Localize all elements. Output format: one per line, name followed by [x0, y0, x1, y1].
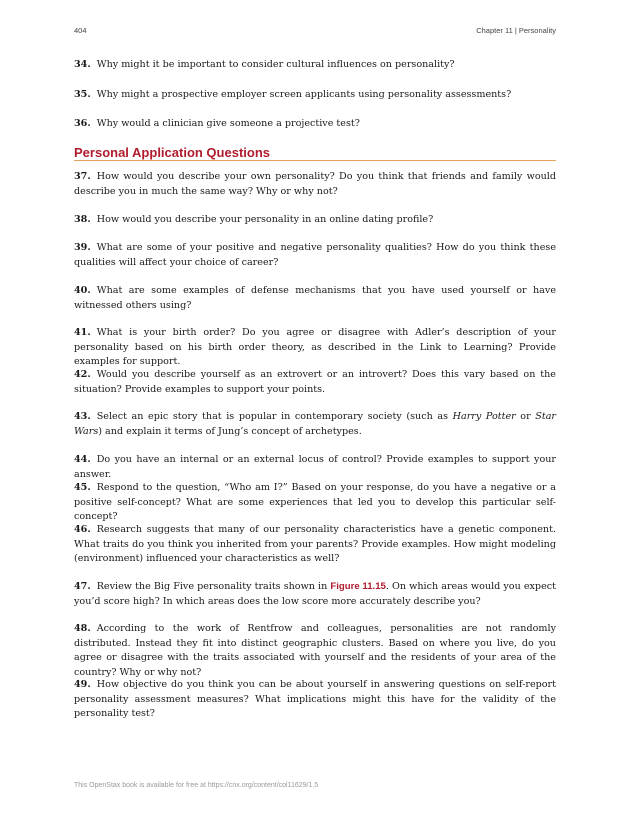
- question-44: [74, 453, 556, 482]
- question-number: 39.: [74, 242, 91, 253]
- question-number: 36.: [74, 118, 91, 129]
- question-46: [74, 523, 556, 567]
- chapter-header: Chapter 11 | Personality: [476, 26, 556, 35]
- italic-title: Harry Potter: [452, 411, 516, 422]
- question-38: [74, 213, 556, 228]
- question-text-part: or: [515, 411, 536, 422]
- figure-link[interactable]: Figure 11.15: [330, 581, 386, 592]
- question-text: Would you describe yourself as an extrovert or an introvert? Does this vary based on the situation? Provide examples to support your points.: [74, 369, 556, 395]
- question-35: [74, 88, 556, 103]
- question-39: [74, 241, 556, 270]
- question-number: 43.: [74, 411, 91, 422]
- question-text: Why might a prospective employer screen applicants using personality assessments?: [96, 89, 512, 100]
- question-48: [74, 622, 556, 680]
- question-number: 48.: [74, 623, 91, 634]
- question-40: [74, 284, 556, 313]
- question-text: What are some examples of defense mechanisms that you have used yourself or have witnessed others using?: [74, 285, 556, 311]
- question-text: Respond to the question, “Who am I?” Based on your response, do you have a negative or a positive self-concept? What are some experiences that led you to develop this particular self-concept?: [74, 482, 556, 523]
- question-number: 47.: [74, 581, 91, 592]
- question-number: 49.: [74, 679, 91, 690]
- section-heading: [74, 144, 556, 161]
- question-text: Research suggests that many of our personality characteristics have a genetic component. What traits do you think you inherited from your parents? Provide examples. How might modeling (environment) influenced your characteristics as well?: [74, 524, 556, 565]
- question-number: 46.: [74, 524, 91, 535]
- italic-title: Star Wars: [74, 411, 556, 437]
- question-text: According to the work of Rentfrow and colleagues, personalities are not randomly distributed. Instead they fit into distinct geographic clusters. Based on where you live, do you agree or disagree with the traits associated with yourself and the residents of your area of the country? Why or why not?: [74, 623, 556, 678]
- question-text-part: Select an epic story that is popular in contemporary society (such as: [96, 411, 453, 422]
- question-34: [74, 58, 556, 73]
- question-number: 35.: [74, 89, 91, 100]
- question-number: 40.: [74, 285, 91, 296]
- section-title: Personal Application Questions: [74, 145, 270, 160]
- question-text: Do you have an internal or an external locus of control? Provide examples to support your answer.: [74, 454, 556, 480]
- question-36: [74, 117, 556, 132]
- question-number: 42.: [74, 369, 91, 380]
- question-number: 34.: [74, 59, 91, 70]
- question-41: [74, 326, 556, 370]
- question-text-part: . On which areas would you expect you’d score high? In which areas does the low score more accurately describe you?: [74, 581, 556, 607]
- question-text: Why would a clinician give someone a projective test?: [96, 118, 360, 129]
- question-37: [74, 170, 556, 199]
- question-text: What are some of your positive and negative personality qualities? How do you think these qualities will affect your choice of career?: [74, 242, 556, 268]
- question-text: Why might it be important to consider cultural influences on personality?: [96, 59, 455, 70]
- question-47: [74, 580, 556, 609]
- page-number: 404: [74, 26, 87, 35]
- question-number: 37.: [74, 171, 91, 182]
- question-45: [74, 481, 556, 525]
- question-text: How objective do you think you can be about yourself in answering questions on self-report personality assessment measures? What implications might this have for the validity of the personality test?: [74, 679, 556, 720]
- question-text-part: ) and explain it terms of Jung’s concept of archetypes.: [98, 425, 362, 437]
- question-43: [74, 410, 556, 439]
- question-49: [74, 678, 556, 722]
- question-42: [74, 368, 556, 397]
- question-number: 38.: [74, 214, 91, 225]
- question-text: How would you describe your own personality? Do you think that friends and family would describe you in much the same way? Why or why not?: [74, 171, 556, 197]
- question-number: 41.: [74, 327, 91, 338]
- question-number: 44.: [74, 454, 91, 465]
- question-text: How would you describe your personality in an online dating profile?: [96, 214, 434, 225]
- footer-note: This OpenStax book is available for free at https://cnx.org/content/col11629/1.5: [74, 782, 319, 789]
- question-number: 45.: [74, 482, 91, 493]
- question-text-part: Review the Big Five personality traits shown in: [96, 581, 331, 592]
- question-text: What is your birth order? Do you agree or disagree with Adler’s description of your personality based on his birth order theory, as described in the Link to Learning? Provide examples for support.: [74, 327, 556, 368]
